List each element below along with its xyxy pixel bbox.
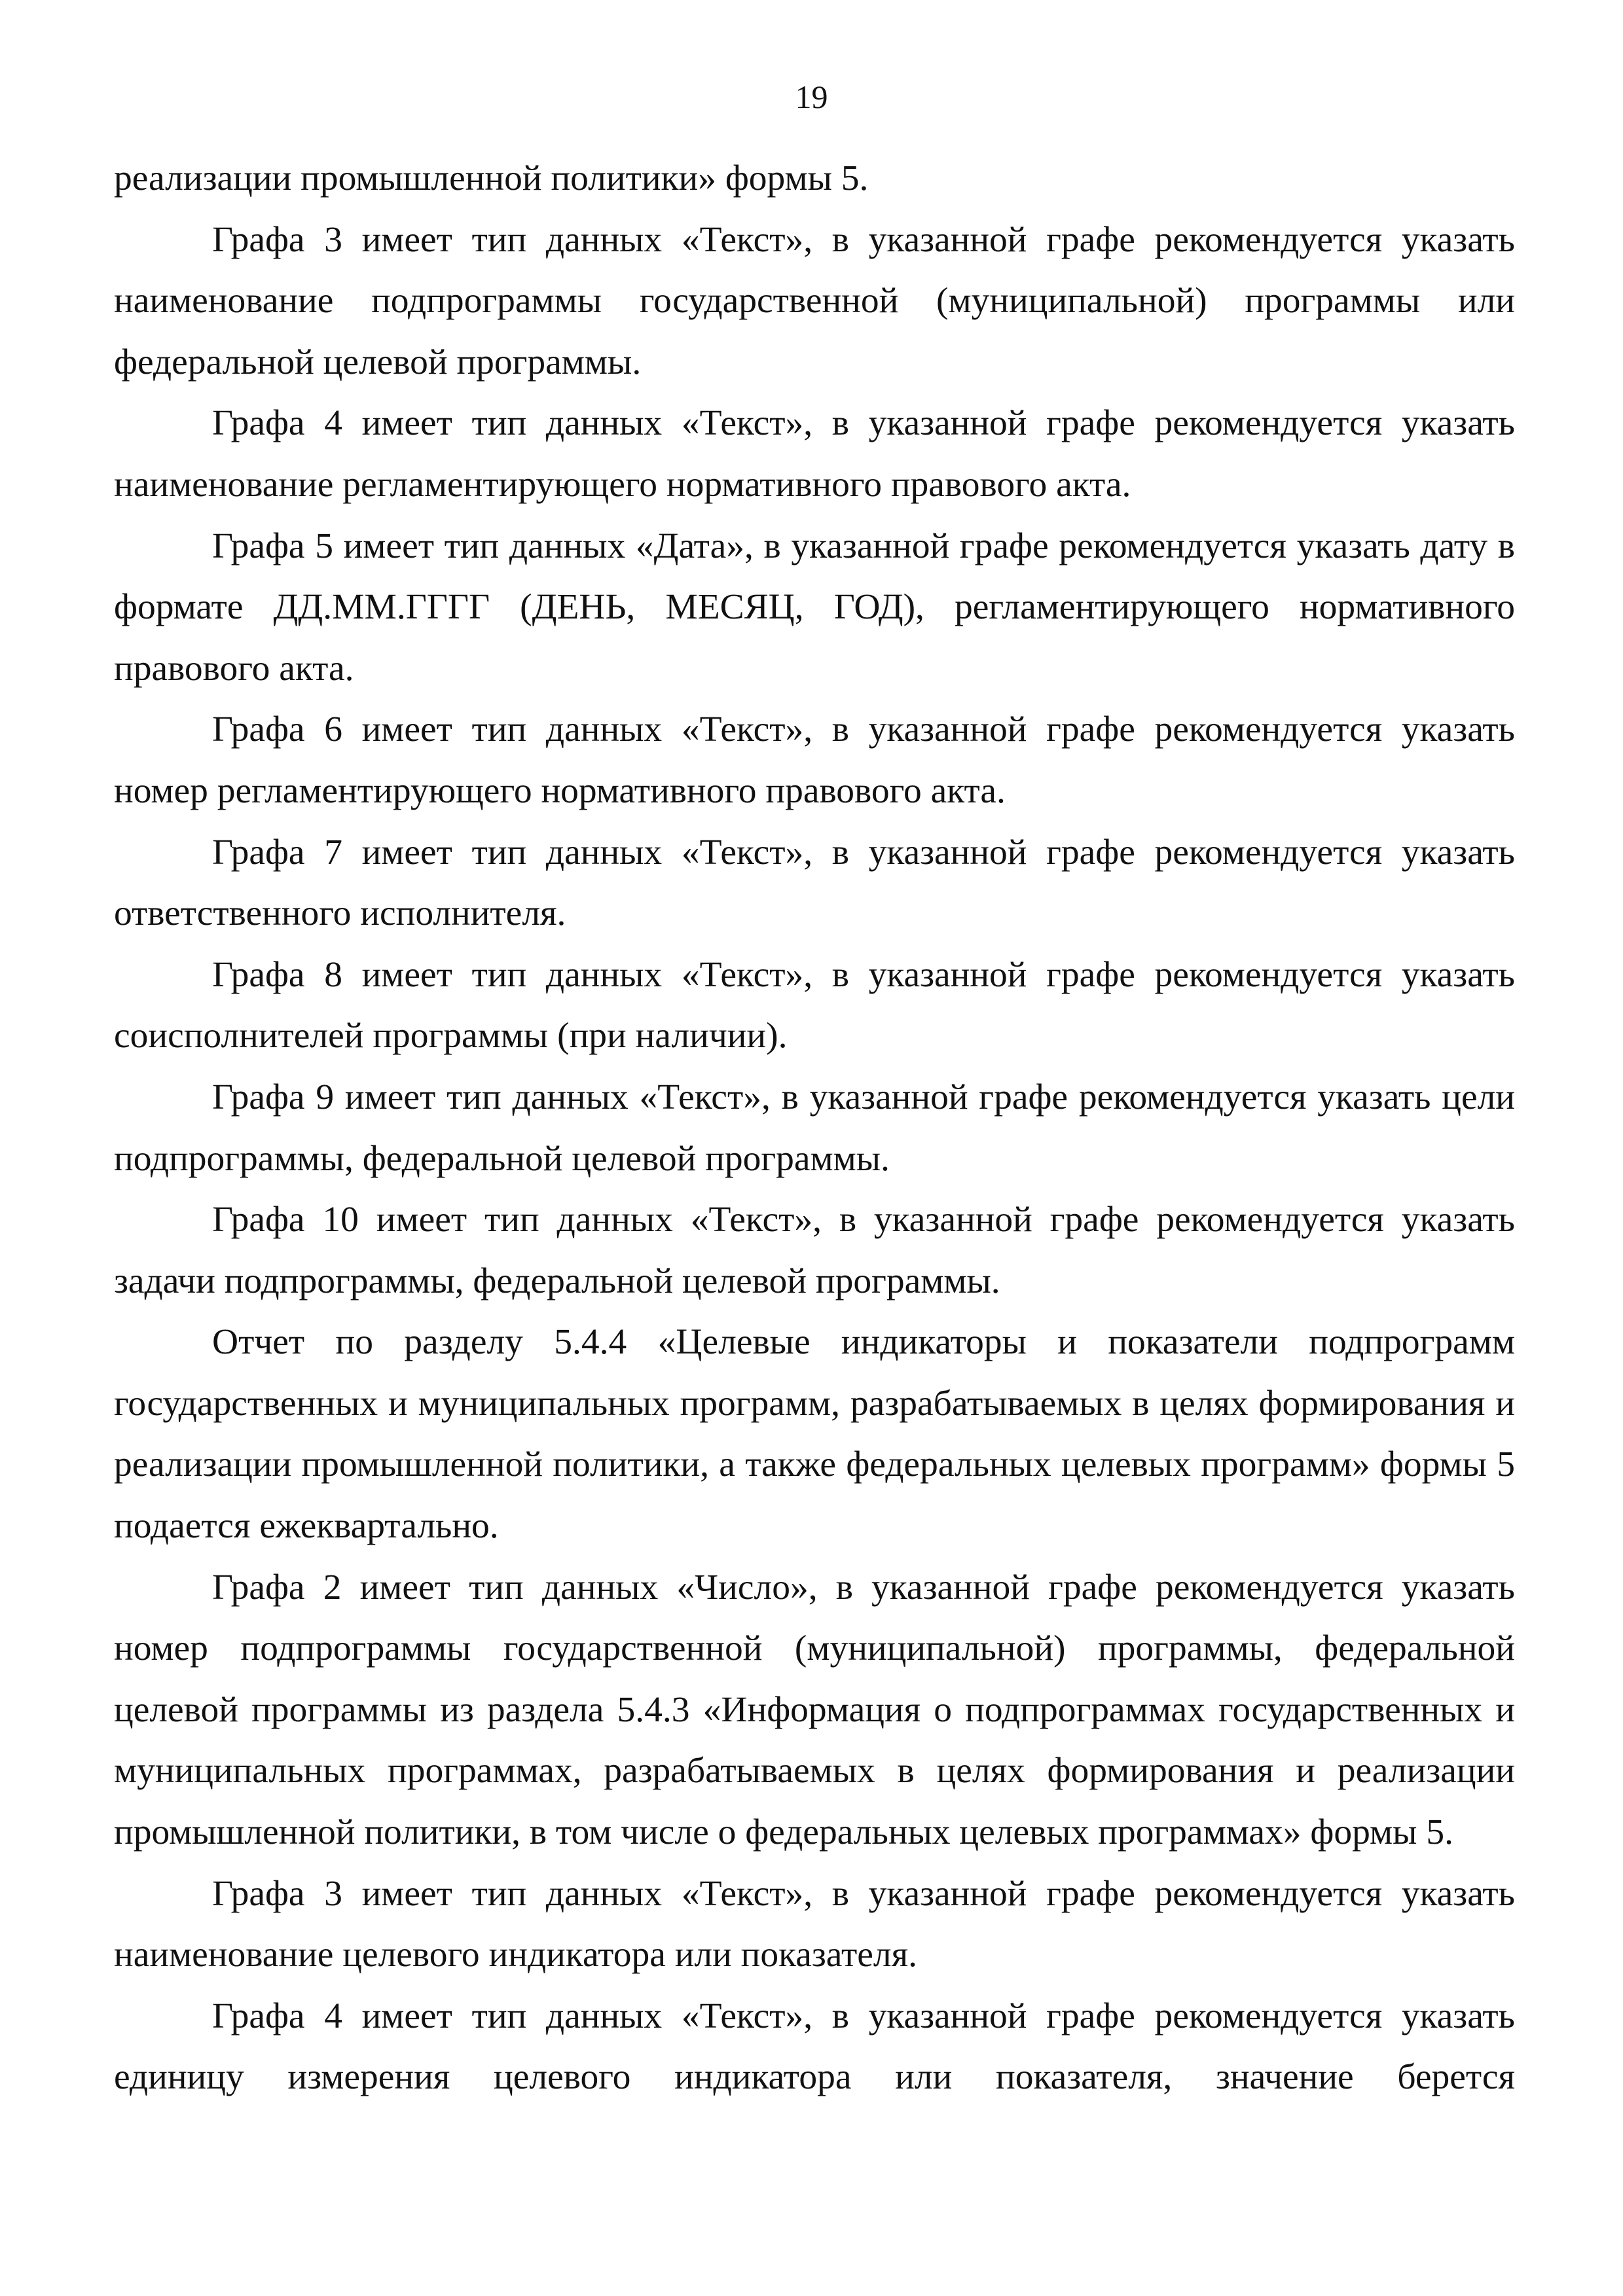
paragraph-column-4: Графа 4 имеет тип данных «Текст», в указанной графе рекомендуется указать наименование регламентирующего нормативного правового акта. [114, 403, 1515, 505]
paragraph-section-5-4-4: Отчет по разделу 5.4.4 «Целевые индикаторы и показатели подпрограмм государственных и муниципальных программ, разрабатываемых в целях формирования и реализации промышленной политики, а также федеральных целевых программ» формы 5 подается ежеквартально. [114, 1322, 1515, 1547]
paragraph-column-8: Графа 8 имеет тип данных «Текст», в указанной графе рекомендуется указать соисполнителей программы (при наличии). [114, 954, 1515, 1056]
paragraph-column-10: Графа 10 имеет тип данных «Текст», в указанной графе рекомендуется указать задачи подпрограммы, федеральной целевой программы. [114, 1200, 1515, 1301]
paragraph-column-3: Графа 3 имеет тип данных «Текст», в указанной графе рекомендуется указать наименование подпрограммы государственной (муниципальной) программы или федеральной целевой программы. [114, 219, 1515, 382]
paragraph-column-6: Графа 6 имеет тип данных «Текст», в указанной графе рекомендуется указать номер регламентирующего нормативного правового акта. [114, 709, 1515, 811]
paragraph-column-2: Графа 2 имеет тип данных «Число», в указанной графе рекомендуется указать номер подпрограммы государственной (муниципальной) программы, федеральной целевой программы из раздела 5.4.3 «Информация о подпрограммах государственных и муниципальных программах, разрабатываемых в целях формирования и реализации промышленной политики, в том числе о федеральных целевых программах» формы 5. [114, 1567, 1515, 1853]
page-number: 19 [795, 79, 828, 115]
paragraph-column-9: Графа 9 имеет тип данных «Текст», в указанной графе рекомендуется указать цели подпрограммы, федеральной целевой программы. [114, 1077, 1515, 1179]
body-text [114, 148, 1515, 2108]
paragraph-continuation: реализации промышленной политики» формы 5. [114, 158, 869, 198]
paragraph-column-3-indicators: Графа 3 имеет тип данных «Текст», в указанной графе рекомендуется указать наименование целевого индикатора или показателя. [114, 1873, 1515, 1975]
paragraph-column-4-units: Графа 4 имеет тип данных «Текст», в указанной графе рекомендуется указать единицу измерения целевого индикатора или показателя, значение берется [114, 1996, 1515, 2098]
paragraph-column-7: Графа 7 имеет тип данных «Текст», в указанной графе рекомендуется указать ответственного исполнителя. [114, 832, 1515, 934]
paragraph-column-5: Графа 5 имеет тип данных «Дата», в указанной графе рекомендуется указать дату в формате ДД.ММ.ГГГГ (ДЕНЬ, МЕСЯЦ, ГОД), регламентирующего нормативного правового акта. [114, 526, 1515, 689]
